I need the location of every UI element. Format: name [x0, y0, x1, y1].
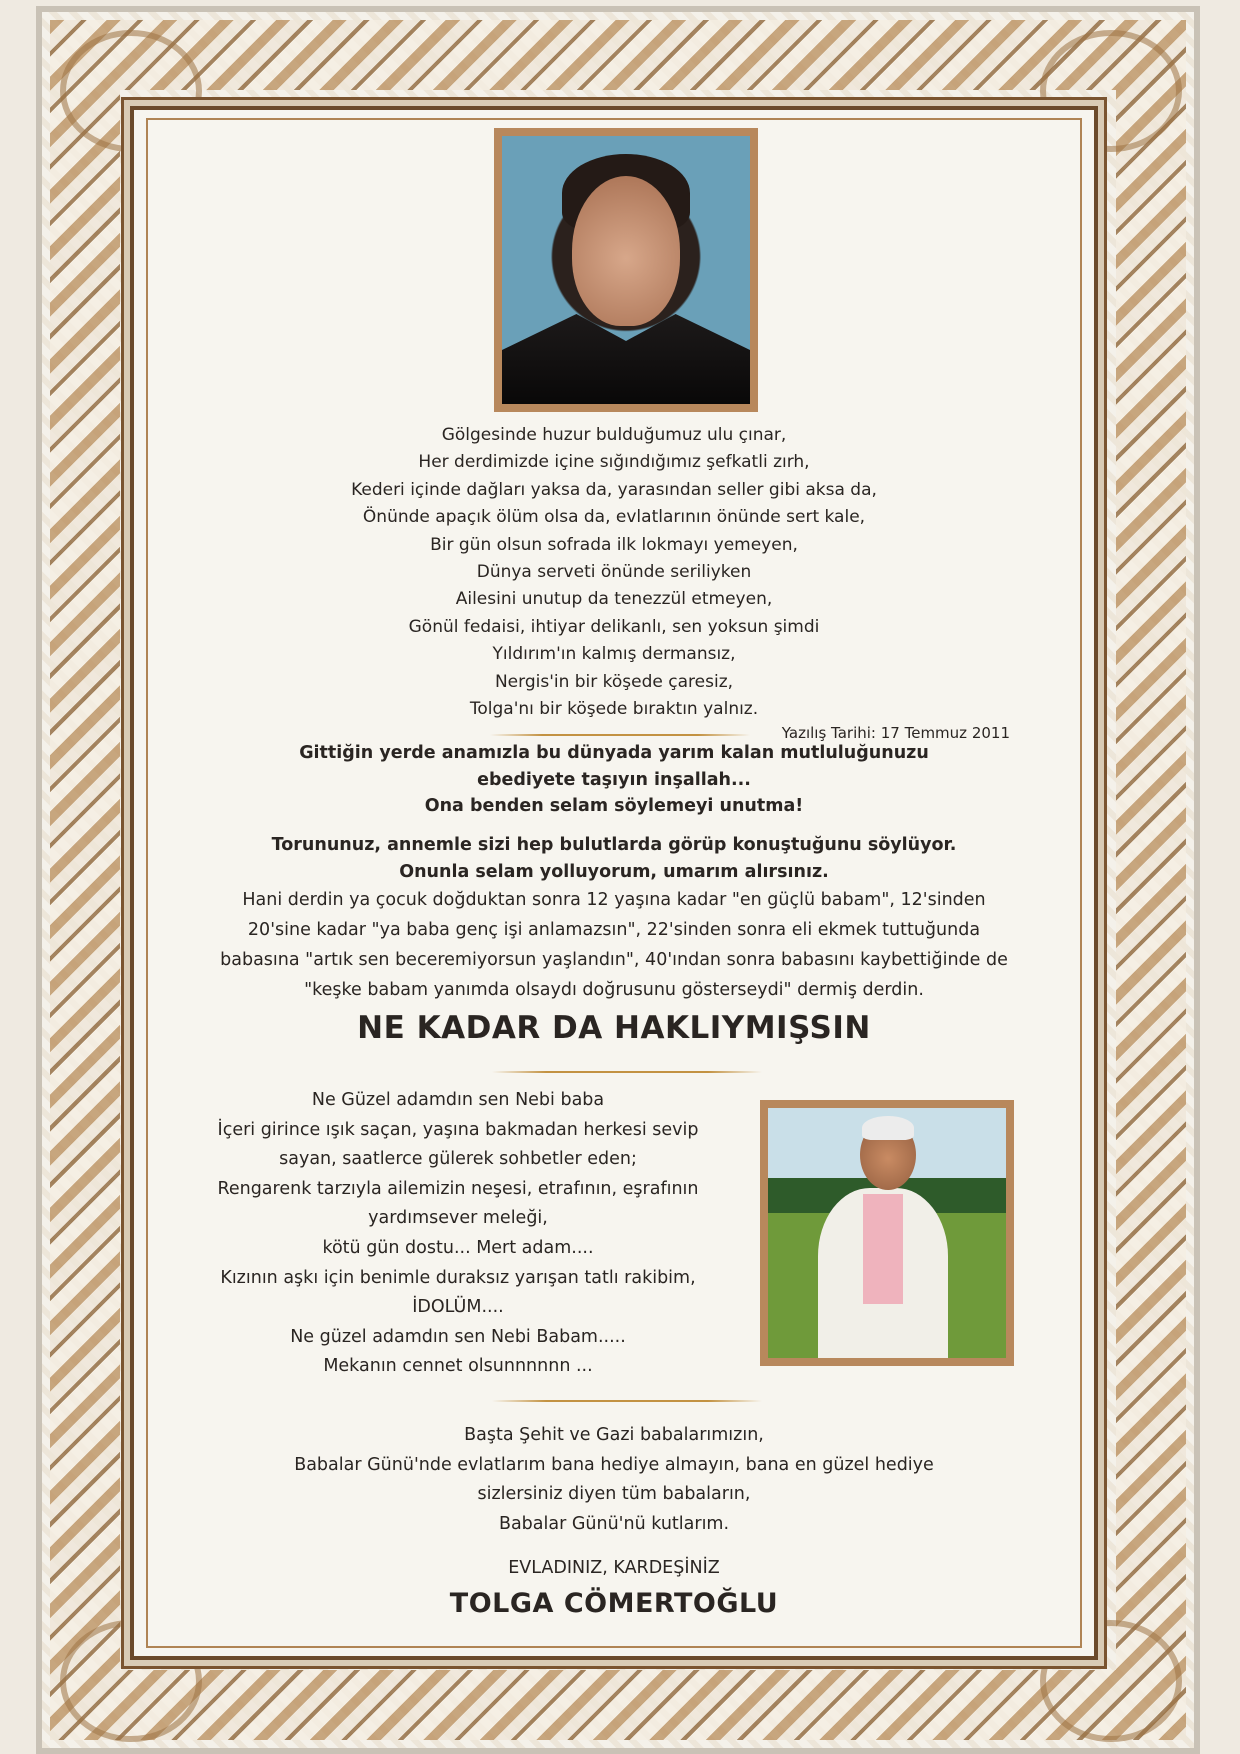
poem-line: Gönül fedaisi, ihtiyar delikanlı, sen yoksun şimdi — [408, 616, 820, 637]
poem-line: Gölgesinde huzur bulduğumuz ulu çınar, — [441, 425, 787, 445]
poem-line: Nergis'in bir köşede çaresiz, — [494, 671, 734, 692]
poem-line: yardımsever meleği, — [368, 1208, 548, 1229]
closing-line: Babalar Günü'nde evlatlarım bana hediye almayın, bana en güzel hediye — [294, 1454, 934, 1475]
poem-line: Ne Güzel adamdın sen Nebi baba — [311, 1090, 605, 1110]
poem-line: Dünya serveti önünde seriliyken — [476, 562, 752, 583]
closing-message — [150, 1421, 1078, 1539]
poem-line: Kızının aşkı için benimle duraksız yarışan tatlı rakibim, — [220, 1267, 696, 1288]
poem-top — [150, 422, 1078, 723]
closing-line: Babalar Günü'nü kutlarım. — [498, 1513, 730, 1534]
poem-line: İçeri girince ışık saçan, yaşına bakmadan herkesi sevip — [217, 1119, 699, 1140]
divider-line — [492, 1400, 762, 1402]
portrait-suit — [502, 314, 750, 404]
poem-line: Ne güzel adamdın sen Nebi Babam..... — [290, 1326, 626, 1347]
bold-line: Gittiğin yerde anamızla bu dünyada yarım kalan mutluluğunuzu — [299, 743, 929, 763]
headline: NE KADAR DA HAKLIYMIŞSIN — [357, 1010, 871, 1046]
bold-line: Torununuz, annemle sizi hep bulutlarda görüp konuştuğunu söylüyor. — [271, 835, 957, 855]
photo-hair — [862, 1116, 914, 1140]
portrait-face — [572, 176, 680, 326]
closing-line: Başta Şehit ve Gazi babalarımızın, — [464, 1425, 764, 1445]
poem-line: Yıldırım'ın kalmış dermansız, — [492, 644, 736, 665]
poem-line: Önünde apaçık ölüm olsa da, evlatlarının önünde sert kale, — [362, 507, 866, 528]
signature-lead: EVLADINIZ, KARDEŞİNİZ — [508, 1558, 720, 1578]
poem-line: Mekanın cennet olsunnnnnn ... — [323, 1356, 593, 1377]
poem-line: Ailesini unutup da tenezzül etmeyen, — [455, 589, 773, 610]
poem-bottom — [208, 1086, 708, 1382]
poem-line: sayan, saatlerce gülerek sohbetler eden; — [279, 1149, 637, 1170]
written-date: Yazılış Tarihi: 17 Temmuz 2011 — [781, 724, 1010, 742]
poem-line: İDOLÜM.... — [412, 1297, 504, 1318]
message-bold-1 — [150, 740, 1078, 820]
poem-line: Tolga'nı bir köşede bıraktın yalnız. — [469, 699, 759, 720]
bold-line: Onunla selam yolluyorum, umarım alırsınız. — [399, 861, 829, 882]
portrait-photo-bottom — [760, 1100, 1014, 1366]
poem-line: Her derdimizde içine sığındığımız şefkatli zırh, — [418, 452, 810, 473]
poem-line: Bir gün olsun sofrada ilk lokmayı yemeyen, — [430, 534, 798, 555]
story-paragraph: Hani derdin ya çocuk doğduktan sonra 12 yaşına kadar "en güçlü babam", 12'sinden 20'sine kadar "ya baba genç işi anlamazsın", 22'sinden sonra eli ekmek tuttuğunda babasına "artık sen beceremiyorsun yaşlandın", 40'ından sonra babasını kaybettiğinde de "keşke babam yanımda olsaydı doğrusunu gösterseydi" dermiş derdin. — [220, 890, 1008, 1000]
photo-shirt — [863, 1194, 903, 1304]
signature-name: TOLGA CÖMERTOĞLU — [449, 1588, 779, 1619]
poem-line: Kederi içinde dağları yaksa da, yarasından seller gibi aksa da, — [351, 479, 877, 500]
poem-line: kötü gün dostu... Mert adam.... — [322, 1237, 594, 1258]
message-bold-2 — [150, 832, 1078, 885]
poem-line: Rengarenk tarzıyla ailemizin neşesi, etrafının, eşrafının — [217, 1178, 699, 1199]
bold-line: Ona benden selam söylemeyi unutma! — [424, 796, 804, 816]
divider-line — [490, 734, 750, 736]
portrait-photo-top — [494, 128, 758, 412]
divider-line — [492, 1071, 762, 1073]
closing-line: sizlersiniz diyen tüm babaların, — [477, 1484, 751, 1505]
bold-line: ebediyete taşıyın inşallah... — [477, 769, 751, 790]
